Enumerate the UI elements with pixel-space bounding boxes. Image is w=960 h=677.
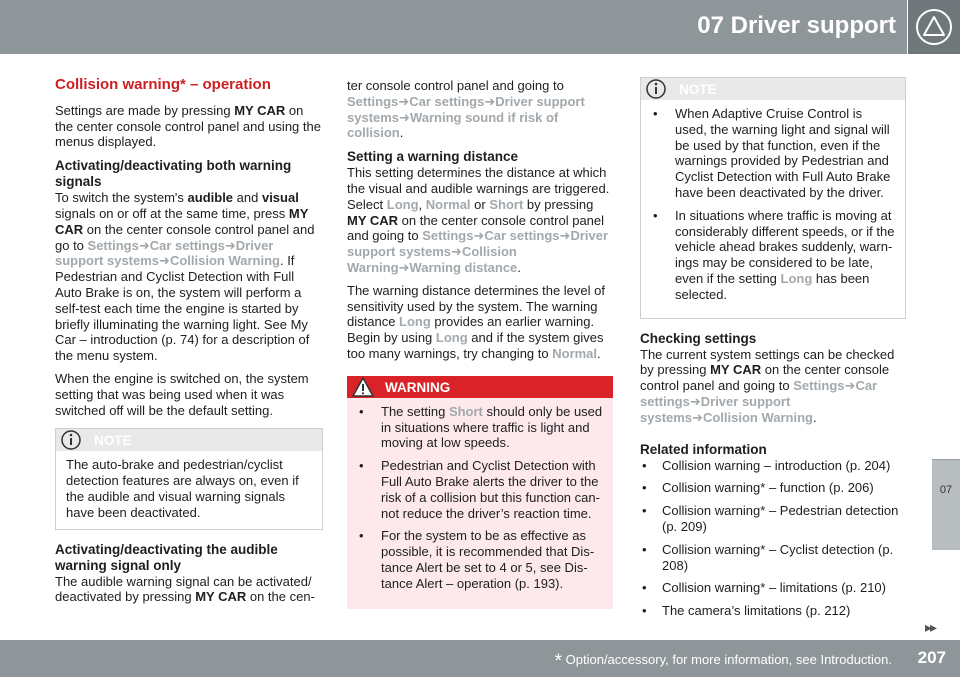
note-list [651, 106, 895, 303]
menu-path: Short [489, 196, 524, 212]
paragraph [347, 283, 613, 362]
related-link[interactable]: • Collision warning* – Pedestrian detection (p. 209) [640, 503, 906, 535]
page-footer [0, 640, 960, 677]
text-run: The setting [381, 403, 449, 419]
text-run: on the center console control panel and go to [55, 221, 315, 253]
arrow-right-icon: ➜ [399, 109, 410, 125]
related-link[interactable]: • The camera’s limitations (p. 212) [640, 603, 906, 619]
menu-path: Settings [793, 378, 845, 394]
menu-path: Car settings [484, 228, 560, 244]
text-run: should only be used in situations where traffic is light and moving at low speeds. [381, 403, 603, 451]
menu-path: Driver support systems [55, 237, 274, 269]
bold-term: visual [261, 190, 299, 206]
page-header [0, 0, 960, 54]
menu-path: Long [399, 314, 431, 330]
paragraph [640, 347, 906, 426]
arrow-right-icon: ➜ [844, 378, 856, 394]
footnote [555, 651, 892, 673]
header-icon-box [907, 0, 960, 54]
arrow-right-icon: ➜ [692, 409, 703, 425]
bold-term: MY CAR [710, 362, 762, 378]
text-run: This setting determines the distance at which the visual and audible warnings are triggered. Select [347, 165, 610, 212]
text-run: on the center console control panel and using the menus displayed. [55, 102, 321, 150]
related-link[interactable]: • Collision warning* – Cyclist detection (p. 208) [640, 542, 906, 574]
arrow-right-icon: ➜ [451, 244, 462, 260]
page-number: 207 [917, 648, 946, 667]
subheading-audible-only: Activating/deactivating the audible warning signal only [55, 541, 278, 573]
menu-path: Collision Warning [169, 253, 280, 269]
text-run: or [470, 196, 490, 212]
menu-path: Warning sound if risk of collision [347, 109, 559, 141]
text-run: . If Pedestrian and Cyclist Detection with Full Auto Brake is on, the system will perform a self-test each time the engine is started by briefly illuminating the warning light. See My Car – introduction (p. 74) for a description of the menu system. [55, 253, 310, 364]
menu-path: Car settings [409, 93, 485, 109]
list-item [651, 208, 895, 303]
column-left [55, 70, 323, 612]
text-run: Settings are made by pressing [55, 102, 235, 118]
note-label: NOTE [94, 433, 132, 449]
text-run: Option/accessory, for more information, see Introduction. [562, 652, 892, 667]
list-item: • For the system to be as effective as possible, it is recommended that Dis-tance Alert be set to 4 or 5, see Dis-tance Alert – operation (p. 193). [357, 528, 603, 591]
note-label: NOTE [679, 82, 717, 97]
bold-term: MY CAR [234, 102, 286, 118]
text-run: * [554, 651, 563, 672]
next-page-arrows-icon[interactable]: ▸▸ [925, 619, 936, 635]
paragraph [347, 78, 613, 141]
text-run: has been selected. [675, 270, 870, 302]
note-header [56, 429, 322, 451]
text-run: In situations where traffic is moving at considerably different speeds, or if the vehicle ahead brakes suddenly, warn-ings may be considered to be late, even if the setting [675, 207, 895, 286]
text-run: To switch the system's [55, 190, 188, 206]
paragraph [347, 165, 613, 276]
arrow-right-icon: ➜ [484, 93, 496, 109]
menu-path: Collision Warning [347, 244, 517, 275]
note-header [641, 78, 905, 100]
arrow-right-icon: ➜ [398, 93, 410, 109]
menu-path: Settings [422, 228, 474, 244]
bold-term: audible [187, 190, 234, 206]
warning-header [347, 376, 613, 398]
note-text: The auto-brake and pedestrian/cyclist detection features are always on, even if the audible and visual warning signals have been deactivated. [66, 457, 299, 520]
menu-path: Settings [347, 93, 399, 109]
menu-path: Long [386, 196, 419, 212]
text-run: signals on or off at the same time, press [55, 205, 289, 221]
menu-path: Long [435, 330, 468, 346]
subheading-warning-distance: Setting a warning distance [347, 149, 519, 165]
info-icon [645, 78, 667, 100]
arrow-right-icon: ➜ [138, 237, 150, 253]
menu-path: Car settings [149, 237, 225, 253]
subheading-checking-settings: Checking settings [640, 330, 757, 346]
related-link[interactable]: • Collision warning – introduction (p. 204) [640, 458, 906, 474]
section-title: Collision warning* – operation [55, 76, 271, 93]
note-body [641, 106, 905, 303]
list-item: • Pedestrian and Cyclist Detection with Full Auto Brake alerts the driver to the risk of a collision but this function can-not reduce the driver’s reaction time. [357, 458, 603, 521]
arrow-right-icon: ➜ [398, 259, 410, 275]
chapter-title: 07 Driver support [697, 12, 896, 39]
warning-list [357, 404, 603, 592]
warning-box [347, 376, 613, 609]
paragraph [55, 574, 323, 606]
text-run: and if the system gives too many warnings, try changing to [347, 330, 604, 361]
text-run: on the cen- [246, 589, 315, 605]
menu-path: Normal [425, 196, 471, 212]
text-run: on the center console control panel and going to [640, 362, 890, 394]
menu-path: Car settings [640, 378, 878, 409]
menu-path: Driver support systems [347, 93, 585, 125]
arrow-right-icon: ➜ [559, 228, 571, 244]
text-run: on the center console control panel and going to [347, 212, 605, 244]
column-right [640, 77, 906, 626]
menu-path: Collision Warning [702, 409, 813, 425]
warning-triangle-icon [351, 376, 375, 398]
text-run: The current system settings can be checked by pressing [640, 346, 895, 378]
menu-path: Settings [87, 237, 139, 253]
list-item [357, 404, 603, 451]
related-link[interactable]: • Collision warning* – limitations (p. 210) [640, 580, 906, 596]
bold-term: MY CAR [347, 212, 399, 228]
text-run: and [233, 190, 262, 206]
text-run: The audible warning signal can be activated/ deactivated by pressing [55, 573, 312, 605]
warning-body [347, 404, 613, 592]
paragraph [55, 103, 323, 150]
warning-triangle-icon [915, 8, 953, 46]
chapter-side-tab[interactable] [932, 459, 960, 550]
bold-term: MY CAR [55, 205, 309, 237]
arrow-right-icon: ➜ [473, 228, 485, 244]
menu-path: Short [448, 403, 483, 419]
text-run: . [399, 125, 404, 141]
column-middle [347, 78, 613, 619]
note-box [640, 77, 906, 319]
arrow-right-icon: ➜ [159, 253, 170, 269]
related-links-list [640, 458, 906, 619]
menu-path: Long [780, 270, 813, 286]
text-run: , [418, 196, 426, 212]
text-run: . [597, 345, 601, 361]
bold-term: MY CAR [195, 589, 247, 605]
menu-path: Driver support systems [347, 228, 609, 260]
note-box [55, 428, 323, 529]
subheading-related-information: Related information [640, 441, 767, 457]
paragraph: When the engine is switched on, the system setting that was being used when it was switched off will be the default setting. [55, 370, 309, 418]
subheading-both-signals: Activating/deactivating both warning signals [55, 158, 292, 190]
warning-label: WARNING [385, 379, 451, 395]
text-run: . [812, 409, 817, 425]
arrow-right-icon: ➜ [224, 237, 236, 253]
info-icon [60, 429, 82, 451]
related-link[interactable]: • Collision warning* – function (p. 206) [640, 480, 906, 496]
text-run: provides an earlier warning. Begin by using [347, 314, 595, 346]
list-item: • When Adaptive Cruise Control is used, the warning light and signal will be used by that function, even if the warnings provided by Pedestrian and Cyclist Detection with Full Auto Brake have been deactivated by the driver. [651, 106, 895, 201]
menu-path: Normal [552, 345, 598, 361]
text-run: by pressing [523, 196, 594, 212]
menu-path: Driver support systems [640, 393, 791, 425]
arrow-right-icon: ➜ [689, 393, 701, 409]
paragraph [55, 190, 323, 364]
text-run: ter console control panel and going to [347, 78, 564, 93]
text-run: The warning distance determines the level of sensitivity used by the system. The warning distance [347, 282, 605, 330]
menu-path: Warning distance [409, 259, 518, 275]
text-run: . [517, 259, 521, 275]
side-tab-label: 07 [939, 484, 953, 496]
